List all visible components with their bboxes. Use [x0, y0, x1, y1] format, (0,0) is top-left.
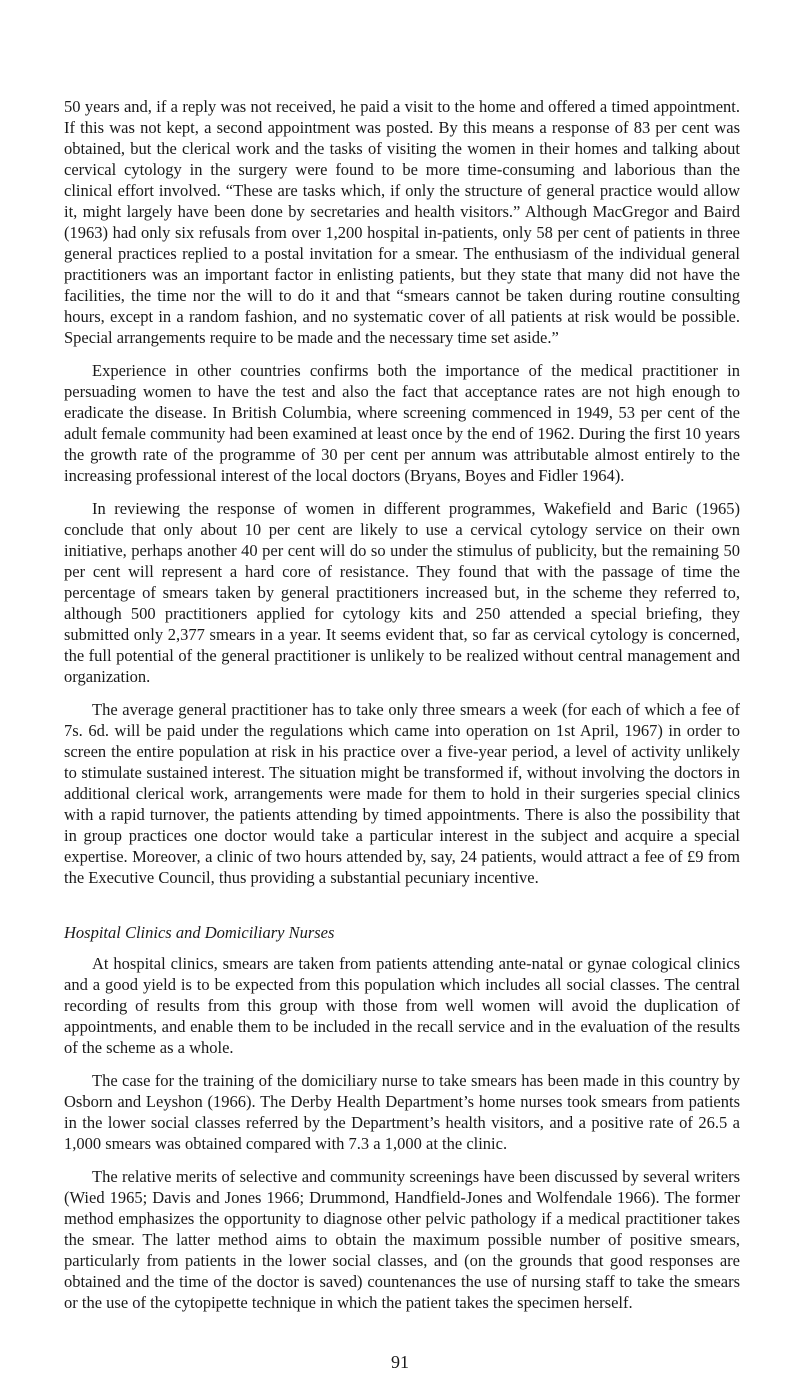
body-paragraph: Experience in other countries confirms both the importance of the medical practitioner in persuading women to have the test and also the fact that acceptance rates are not high enough to eradicate the disease. In British Columbia, where screening commenced in 1949, 53 per cent of the adult female community had been examined at least once by the end of 1962. During the first 10 years the growth rate of the programme of 30 per cent per annum was attributable almost entirely to the increasing professional interest of the local doctors (Bryans, Boyes and Fidler 1964).	[64, 361, 740, 485]
body-paragraph: 50 years and, if a reply was not received, he paid a visit to the home and offered a timed appointment. If this was not kept, a second appointment was posted. By this means a response of 83 per cent was obtained, but the clerical work and the tasks of visiting the women in their homes and talking about cervical cytology in the surgery were found to be more time-consuming and laborious than the clinical effort involved. “These are tasks which, if only the structure of general practice would allow it, might largely have been done by secretaries and health visitors.” Although MacGregor and Baird (1963) had only six refusals from over 1,200 hospital in-patients, only 58 per cent of patients in three general practices replied to a postal invitation for a smear. The enthusiasm of the individual general practitioners was an important factor in enlisting patients, but they state that many did not have the facilities, the time nor the will to do it and that “smears cannot be taken during routine consulting hours, except in a random fashion, and no systematic cover of all patients at risk would be possible. Special arrangements require to be made and the necessary time set aside.”	[64, 97, 740, 347]
section-heading: Hospital Clinics and Domiciliary Nurses	[64, 923, 335, 942]
body-paragraph: The case for the training of the domiciliary nurse to take smears has been made in this country by Osborn and Leyshon (1966). The Derby Health Department’s home nurses took smears from patients in the lower social classes referred by the Department’s health visitors, and a positive rate of 26.5 a 1,000 smears was obtained compared with 7.3 a 1,000 at the clinic.	[64, 1071, 740, 1153]
body-paragraph: The relative merits of selective and community screenings have been discussed by several writers (Wied 1965; Davis and Jones 1966; Drummond, Handfield-Jones and Wolfendale 1966). The former method emphasizes the opportunity to diagnose other pelvic pathology if a medical practitioner takes the smear. The latter method aims to obtain the maximum possible number of positive smears, particularly from patients in the lower social classes, and (on the grounds that good responses are obtained and the time of the doctor is saved) countenances the use of nursing staff to take the smears or the use of the cytopipette technique in which the patient takes the specimen herself.	[64, 1167, 740, 1312]
document-page	[64, 96, 740, 1313]
body-paragraph: In reviewing the response of women in different programmes, Wakefield and Baric (1965) conclude that only about 10 per cent are likely to use a cervical cytology service on their own initiative, perhaps another 40 per cent will do so under the stimulus of publicity, but the remaining 50 per cent will represent a hard core of resistance. They found that with the passage of time the percentage of smears taken by general practitioners increased but, in the scheme they referred to, although 500 practitioners applied for cytology kits and 250 attended a special briefing, they submitted only 2,377 smears in a year. It seems evident that, so far as cervical cytology is concerned, the full potential of the general practitioner is unlikely to be realized without central management and organization.	[64, 499, 740, 686]
page-number: 91	[391, 1352, 409, 1372]
body-paragraph: The average general practitioner has to take only three smears a week (for each of which a fee of 7s. 6d. will be paid under the regulations which came into operation on 1st April, 1967) in order to screen the entire population at risk in his practice over a five-year period, a level of activity unlikely to stimulate sustained interest. The situation might be transformed if, without involving the doctors in additional clerical work, arrangements were made for them to hold in their surgeries special clinics with a rapid turnover, the patients attending by timed appointments. There is also the possibility that in group practices one doctor would take a particular interest in the subject and acquire a special expertise. Moreover, a clinic of two hours attended by, say, 24 patients, would attract a fee of £9 from the Executive Council, thus providing a substantial pecuniary incentive.	[64, 700, 740, 887]
body-paragraph: At hospital clinics, smears are taken from patients attending ante-natal or gynae cological clinics and a good yield is to be expected from this population which includes all social classes. The central recording of results from this group with those from well women will avoid the duplication of appointments, and enable them to be included in the recall service and in the evaluation of the results of the scheme as a whole.	[64, 954, 740, 1057]
